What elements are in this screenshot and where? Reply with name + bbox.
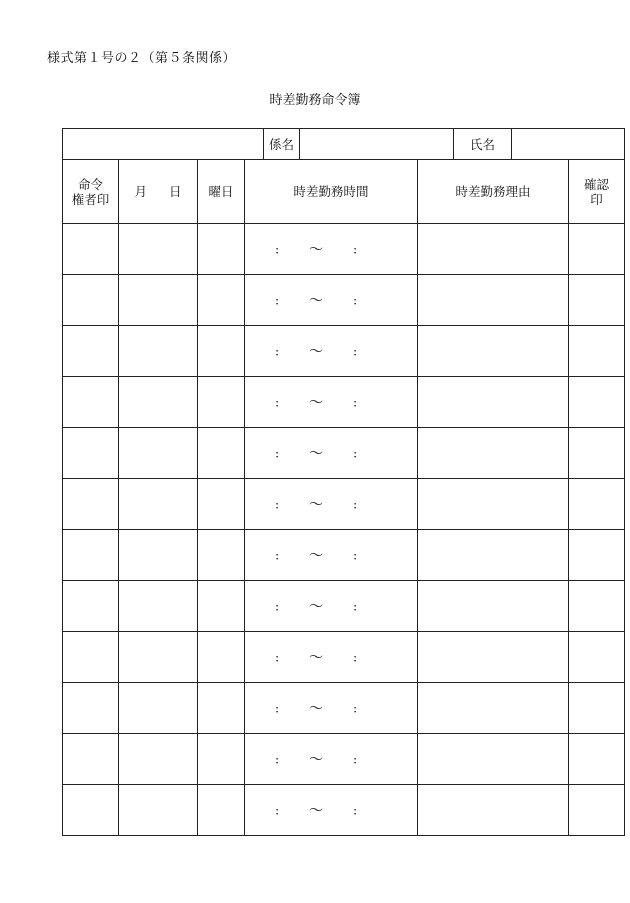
end-time-colon: :: [353, 394, 358, 410]
approver-stamp-cell[interactable]: [63, 275, 119, 326]
confirm-stamp-header: [569, 160, 625, 224]
end-time-colon: :: [353, 802, 358, 818]
time-range-tilde: ～: [309, 599, 323, 615]
date-cell[interactable]: [119, 734, 198, 785]
approver-stamp-cell[interactable]: [63, 479, 119, 530]
table-row: [63, 530, 625, 581]
time-range-tilde: ～: [309, 548, 323, 564]
approver-stamp-cell[interactable]: [63, 632, 119, 683]
form-number: 様式第１号の２（第５条関係）: [47, 51, 237, 66]
end-time-colon: :: [353, 445, 358, 461]
start-time-colon: :: [275, 292, 280, 308]
shift-reason-cell[interactable]: [418, 377, 569, 428]
shift-time-cell[interactable]: [245, 530, 418, 581]
start-time-colon: :: [275, 802, 280, 818]
time-range-tilde: ～: [309, 344, 323, 360]
approver-stamp-cell[interactable]: [63, 224, 119, 275]
confirm-stamp-cell[interactable]: [569, 581, 625, 632]
shift-reason-cell[interactable]: [418, 530, 569, 581]
confirm-stamp-cell[interactable]: [569, 734, 625, 785]
name-field[interactable]: [512, 129, 625, 160]
weekday-header: 曜日: [198, 160, 245, 224]
confirm-stamp-cell[interactable]: [569, 428, 625, 479]
weekday-cell[interactable]: [198, 428, 245, 479]
approver-stamp-cell[interactable]: [63, 581, 119, 632]
weekday-cell[interactable]: [198, 224, 245, 275]
document-title: 時差勤務命令簿: [269, 93, 361, 108]
shift-time-cell[interactable]: [245, 683, 418, 734]
time-range-tilde: ～: [309, 701, 323, 717]
shift-reason-cell[interactable]: [418, 326, 569, 377]
month-header: 月: [134, 184, 147, 199]
confirm-stamp-cell[interactable]: [569, 224, 625, 275]
date-cell[interactable]: [119, 683, 198, 734]
weekday-cell[interactable]: [198, 683, 245, 734]
shift-time-cell[interactable]: [245, 428, 418, 479]
weekday-cell[interactable]: [198, 581, 245, 632]
date-header: [119, 160, 198, 224]
end-time-colon: :: [353, 598, 358, 614]
section-field[interactable]: [300, 129, 454, 160]
table-row: [63, 581, 625, 632]
confirm-stamp-cell[interactable]: [569, 785, 625, 836]
date-cell[interactable]: [119, 275, 198, 326]
section-label: 係名: [264, 129, 300, 160]
weekday-cell[interactable]: [198, 632, 245, 683]
table-row: [63, 632, 625, 683]
time-range-tilde: ～: [309, 803, 323, 819]
end-time-colon: :: [353, 751, 358, 767]
time-range-tilde: ～: [309, 293, 323, 309]
confirm-stamp-cell[interactable]: [569, 326, 625, 377]
shift-reason-cell[interactable]: [418, 683, 569, 734]
shift-reason-cell[interactable]: [418, 428, 569, 479]
shift-reason-cell[interactable]: [418, 632, 569, 683]
shift-reason-header: 時差勤務理由: [418, 160, 569, 224]
end-time-colon: :: [353, 547, 358, 563]
end-time-colon: :: [353, 496, 358, 512]
approver-stamp-header-line2: 権者印: [71, 191, 110, 207]
date-cell[interactable]: [119, 224, 198, 275]
weekday-cell[interactable]: [198, 734, 245, 785]
shift-time-cell[interactable]: [245, 479, 418, 530]
approver-stamp-cell[interactable]: [63, 683, 119, 734]
date-cell[interactable]: [119, 377, 198, 428]
start-time-colon: :: [275, 496, 280, 512]
shift-reason-cell[interactable]: [418, 785, 569, 836]
approver-stamp-cell[interactable]: [63, 530, 119, 581]
approver-stamp-cell[interactable]: [63, 734, 119, 785]
shift-reason-cell[interactable]: [418, 224, 569, 275]
weekday-cell[interactable]: [198, 785, 245, 836]
approver-stamp-cell[interactable]: [63, 428, 119, 479]
column-header-row: [63, 160, 625, 224]
end-time-colon: :: [353, 241, 358, 257]
table-row: [63, 224, 625, 275]
table-row: [63, 326, 625, 377]
shift-order-register-table: [62, 128, 625, 836]
shift-time-cell[interactable]: [245, 632, 418, 683]
approver-stamp-cell[interactable]: [63, 785, 119, 836]
confirm-stamp-cell[interactable]: [569, 530, 625, 581]
shift-reason-cell[interactable]: [418, 275, 569, 326]
time-range-tilde: ～: [309, 650, 323, 666]
day-header: 日: [169, 184, 182, 199]
time-range-tilde: ～: [309, 752, 323, 768]
table-row: [63, 734, 625, 785]
shift-time-cell[interactable]: [245, 377, 418, 428]
approver-stamp-header: [63, 160, 119, 224]
start-time-colon: :: [275, 700, 280, 716]
end-time-colon: :: [353, 700, 358, 716]
time-range-tilde: ～: [309, 242, 323, 258]
table-row: [63, 377, 625, 428]
end-time-colon: :: [353, 343, 358, 359]
time-range-tilde: ～: [309, 395, 323, 411]
weekday-cell[interactable]: [198, 530, 245, 581]
confirm-stamp-cell[interactable]: [569, 479, 625, 530]
shift-reason-cell[interactable]: [418, 479, 569, 530]
approver-stamp-cell[interactable]: [63, 326, 119, 377]
shift-time-cell[interactable]: [245, 224, 418, 275]
confirm-stamp-cell[interactable]: [569, 683, 625, 734]
end-time-colon: :: [353, 292, 358, 308]
weekday-cell[interactable]: [198, 377, 245, 428]
start-time-colon: :: [275, 649, 280, 665]
date-cell[interactable]: [119, 581, 198, 632]
shift-time-cell[interactable]: [245, 581, 418, 632]
time-range-tilde: ～: [309, 497, 323, 513]
shift-time-cell[interactable]: [245, 326, 418, 377]
date-cell[interactable]: [119, 479, 198, 530]
info-row: [63, 129, 625, 160]
start-time-colon: :: [275, 445, 280, 461]
blank-header-cell: [63, 129, 264, 160]
approver-stamp-cell[interactable]: [63, 377, 119, 428]
weekday-cell[interactable]: [198, 275, 245, 326]
shift-reason-cell[interactable]: [418, 734, 569, 785]
time-range-tilde: ～: [309, 446, 323, 462]
shift-time-cell[interactable]: [245, 734, 418, 785]
shift-time-header: 時差勤務時間: [245, 160, 418, 224]
start-time-colon: :: [275, 547, 280, 563]
start-time-colon: :: [275, 241, 280, 257]
confirm-stamp-cell[interactable]: [569, 377, 625, 428]
table-row: [63, 683, 625, 734]
weekday-cell[interactable]: [198, 479, 245, 530]
table-row: [63, 479, 625, 530]
end-time-colon: :: [353, 649, 358, 665]
start-time-colon: :: [275, 394, 280, 410]
confirm-stamp-header-line1: 確認: [583, 176, 609, 192]
date-cell[interactable]: [119, 326, 198, 377]
weekday-cell[interactable]: [198, 326, 245, 377]
table-row: [63, 428, 625, 479]
confirm-stamp-cell[interactable]: [569, 632, 625, 683]
approver-stamp-header-line1: 命令: [77, 176, 103, 192]
name-label: 氏名: [454, 129, 512, 160]
start-time-colon: :: [275, 751, 280, 767]
date-cell[interactable]: [119, 530, 198, 581]
date-cell[interactable]: [119, 785, 198, 836]
confirm-stamp-cell[interactable]: [569, 275, 625, 326]
date-cell[interactable]: [119, 428, 198, 479]
shift-time-cell[interactable]: [245, 275, 418, 326]
shift-reason-cell[interactable]: [418, 581, 569, 632]
date-cell[interactable]: [119, 632, 198, 683]
start-time-colon: :: [275, 343, 280, 359]
confirm-stamp-header-line2: 印: [590, 191, 603, 207]
table-row: [63, 275, 625, 326]
start-time-colon: :: [275, 598, 280, 614]
shift-time-cell[interactable]: [245, 785, 418, 836]
table-row: [63, 785, 625, 836]
